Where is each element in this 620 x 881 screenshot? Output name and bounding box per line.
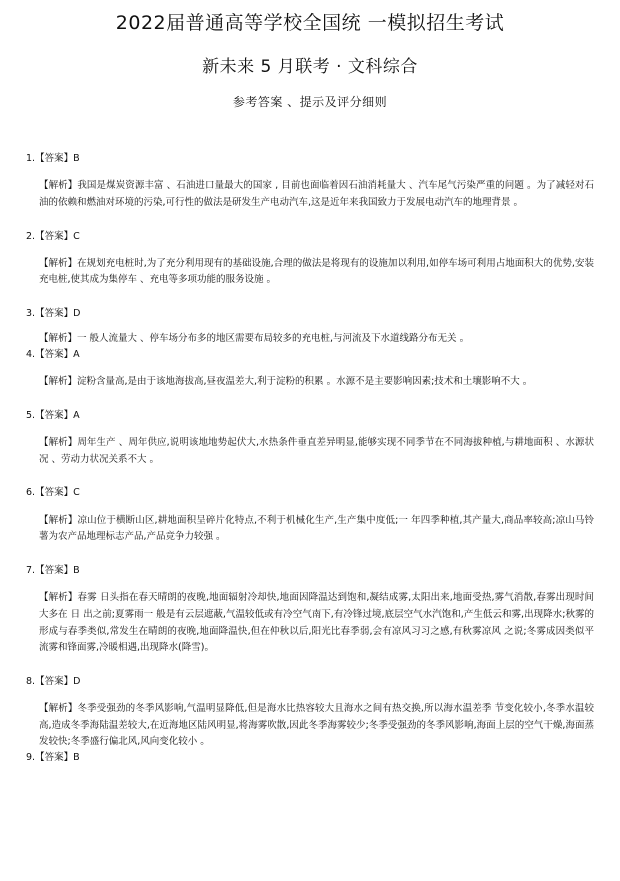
- answer-item-7: [26, 564, 594, 657]
- explanation-text: 【解析】春雾 日头指在春天晴朗的夜晚,地面辐射冷却快,地面因降温达到饱和,凝结成雾,太阳出来,地面受热,雾气消散,春雾出现时间大多在 日 出之前;夏雾雨一 般是有云层遮蔽,气温较低或有冷空气南下,有冷锋过境,底层空气水汽饱和,产生低云和雾,出现降水;秋雾的形成与春季类似,常发生在晴朗的夜晚,地面降温快,但在仲秋以后,阳光比春季弱,会有凉风习习之感,有秋雾凉风 之说;冬雾成因类似平流雾和锋面雾,冷暖相遇,出现降水(降雪)。: [39, 592, 594, 654]
- answer-key-heading: 参考答案 、提示及评分细则: [232, 95, 388, 109]
- answer-item-6: [26, 486, 594, 546]
- answer-label: 1.【答案】B: [26, 153, 80, 164]
- explanation-text: 【解析】冬季受强劲的冬季风影响,气温明显降低,但是海水比热容较大且海水之间有热交换,所以海水温差季 节变化较小,冬季水温较高,造成冬季海陆温差较大,在近海地区陆风明显,将海雾吹散,因此冬季海雾较少;冬季受强劲的冬季风影响,海面上层的空气干燥,海面蒸发较快;冬季盛行偏北风,风向变化较小 。: [39, 703, 594, 748]
- answer-item-8: [26, 675, 594, 751]
- exam-subtitle: 新未来 5 月联考 · 文科综合: [202, 57, 418, 77]
- answer-item-2: [26, 230, 594, 290]
- explanation-text: 【解析】在规划充电桩时,为了充分利用现有的基础设施,合理的做法是将现有的设施加以利用,如停车场可利用占地面积大的优势,安装充电桩,使其成为集停车 、充电等多项功能的服务设施 。: [39, 257, 594, 286]
- explanation-text: 【解析】凉山位于横断山区,耕地面积呈碎片化特点,不利于机械化生产,生产集中度低;一 年四季种植,其产量大,商品率较高;凉山马铃薯为农产品地理标志产品,产品竞争力较强 。: [39, 514, 594, 543]
- answer-item-9: [26, 751, 594, 764]
- answer-item-1: [26, 152, 594, 212]
- explanation-text: 【解析】一 般人流量大 、停车场分布多的地区需要布局较多的充电桩,与河流及下水道线路分布无关 。: [39, 333, 470, 345]
- explanation-text: 【解析】我国是煤炭资源丰富 、石油进口量最大的国家 , 目前也面临着因石油消耗量大 、汽车尾气污染严重的问题 。为了减轻对石油的依赖和燃油对环境的污染,可行性的做法是研发生产电动汽车,这是近年来我国致力于发展电动汽车的地理背景 。: [39, 180, 594, 208]
- answer-item-5: [26, 409, 594, 469]
- answer-label: 3.【答案】D: [26, 308, 81, 320]
- explanation-text: 【解析】周年生产 、周年供应,说明该地地势起伏大,水热条件垂直差异明显,能够实现不同季节在不同海拔种植,与耕地面积 、水源状况 、劳动力状况关系不大 。: [39, 437, 594, 465]
- answer-label: 8.【答案】D: [26, 675, 81, 687]
- answer-label: 9.【答案】B: [26, 752, 80, 763]
- explanation-text: 【解析】淀粉含量高,是由于该地海拔高,昼夜温差大,利于淀粉的积累 。水源不是主要影响因素;技术和土壤影响不大 。: [39, 376, 533, 388]
- answer-label: 2.【答案】C: [26, 230, 80, 242]
- answer-item-3: [26, 307, 594, 348]
- page-title: 2022届普通高等学校全国统 一模拟招生考试: [115, 12, 505, 34]
- answer-item-4: [26, 348, 594, 391]
- answer-list: [26, 152, 594, 780]
- answer-label: 5.【答案】A: [26, 409, 80, 421]
- answer-label: 6.【答案】C: [26, 487, 80, 499]
- answer-label: 7.【答案】B: [26, 565, 80, 577]
- answer-label: 4.【答案】A: [26, 349, 80, 361]
